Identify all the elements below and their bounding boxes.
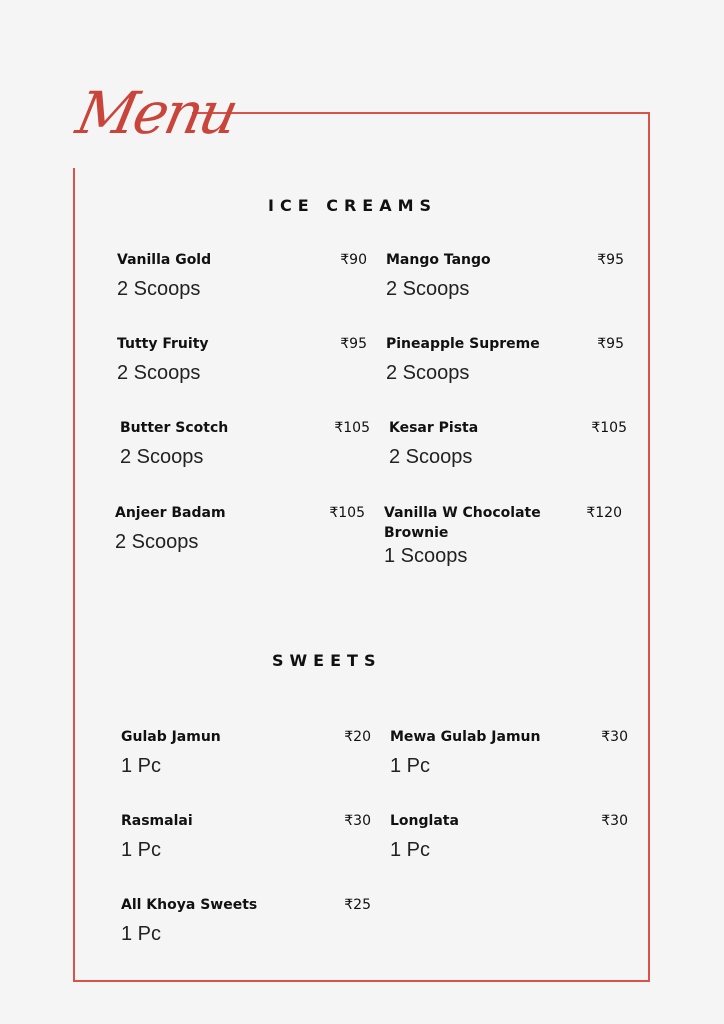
item-price: ₹105 — [329, 505, 365, 521]
menu-item-mewa-gulab-jamun — [390, 727, 630, 783]
item-name: Mewa Gulab Jamun — [390, 729, 541, 745]
section-heading-ice-creams: ICE CREAMS — [268, 196, 438, 215]
item-desc: 1 Pc — [390, 755, 431, 777]
item-desc: 1 Pc — [390, 839, 431, 861]
item-desc: 1 Pc — [121, 755, 162, 777]
item-price: ₹95 — [597, 252, 624, 268]
item-name: Mango Tango — [386, 252, 491, 268]
menu-item-pineapple-supreme — [386, 334, 626, 390]
item-desc: 2 Scoops — [117, 362, 201, 384]
item-price: ₹105 — [591, 420, 627, 436]
item-price: ₹120 — [586, 505, 622, 521]
menu-item-anjeer-badam — [115, 503, 367, 559]
item-desc: 1 Pc — [121, 839, 162, 861]
item-name: Butter Scotch — [120, 420, 229, 436]
menu-item-vanilla-gold — [117, 250, 369, 306]
item-name: Vanilla Gold — [117, 252, 212, 268]
item-desc: 2 Scoops — [386, 362, 470, 384]
item-desc: 2 Scoops — [115, 531, 199, 553]
item-desc: 2 Scoops — [386, 278, 470, 300]
item-desc: 2 Scoops — [389, 446, 473, 468]
item-price: ₹25 — [344, 897, 371, 913]
item-price: ₹20 — [344, 729, 371, 745]
item-name: Kesar Pista — [389, 420, 479, 436]
item-price: ₹105 — [334, 420, 370, 436]
item-name: Longlata — [390, 813, 459, 829]
menu-item-all-khoya-sweets — [121, 895, 373, 951]
menu-item-vanilla-chocolate-brownie — [384, 503, 624, 575]
menu-item-kesar-pista — [389, 418, 629, 474]
item-name: Pineapple Supreme — [386, 336, 540, 352]
item-name: Vanilla W Chocolate Brownie — [384, 505, 541, 541]
item-name: Rasmalai — [121, 813, 193, 829]
menu-item-gulab-jamun — [121, 727, 373, 783]
item-name: All Khoya Sweets — [121, 897, 258, 913]
item-price: ₹30 — [601, 729, 628, 745]
menu-title: Menu — [70, 79, 242, 147]
item-desc: 1 Scoops — [384, 545, 468, 567]
menu-item-tutty-fruity — [117, 334, 369, 390]
menu-item-longlata — [390, 811, 630, 867]
item-price: ₹95 — [597, 336, 624, 352]
item-desc: 2 Scoops — [117, 278, 201, 300]
item-desc: 2 Scoops — [120, 446, 204, 468]
item-name: Anjeer Badam — [115, 505, 226, 521]
item-name: Tutty Fruity — [117, 336, 209, 352]
item-price: ₹30 — [344, 813, 371, 829]
item-price: ₹30 — [601, 813, 628, 829]
section-heading-sweets: SWEETS — [272, 651, 382, 670]
menu-item-mango-tango — [386, 250, 626, 306]
menu-item-butter-scotch — [120, 418, 372, 474]
item-price: ₹90 — [340, 252, 367, 268]
menu-item-rasmalai — [121, 811, 373, 867]
item-name: Gulab Jamun — [121, 729, 221, 745]
item-desc: 1 Pc — [121, 923, 162, 945]
item-price: ₹95 — [340, 336, 367, 352]
